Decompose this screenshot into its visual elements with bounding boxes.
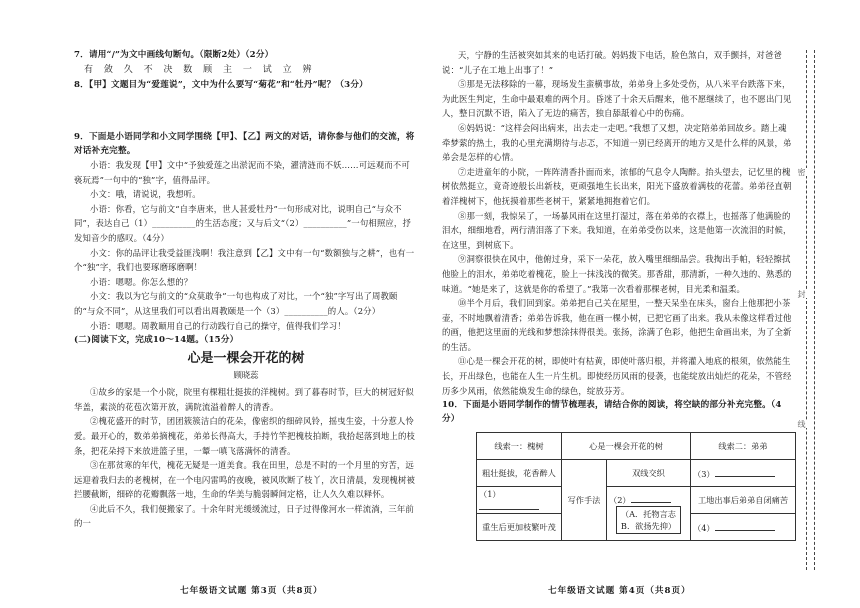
plot-table bbox=[476, 432, 796, 541]
table-cell: 工地出事后弟弟自闭痛苦 bbox=[691, 487, 796, 514]
table-cell-blank[interactable] bbox=[691, 514, 796, 541]
right-page bbox=[428, 0, 800, 608]
blank-label: （1） bbox=[479, 488, 501, 499]
blank-label: （3） bbox=[693, 468, 715, 479]
paragraph: ⑥妈妈说：“这样会闷出病来，出去走一走吧。”我想了又想，决定陪弟弟回故乡。踏上魂牵梦萦的热土，我的心里充满期待与忐忑，不知道一别已经离开的地方又是什么样的风景，弟弟会是怎样的心情。 bbox=[442, 122, 792, 163]
dialogue bbox=[74, 158, 418, 333]
paragraph: ⑦走进童年的小院，一阵阵清香扑面而来，浓郁的气息令人陶醉。抬头望去，记忆里的槐树依然挺立，竟奇迹般长出新枝，更顽强地生长出来，阳光下盛放着满枝的花蕾。弟弟径直朝着洋槐树下，他抚摸着那些老树干，紧紧地拥抱着它们。 bbox=[442, 166, 792, 206]
paragraph: ⑧那一刻，我惊呆了，一场暴风雨在这里打湿过，落在弟弟的衣襟上，也摇落了他满脸的泪水，细细地看，两行清泪落了下来。我知道，在弟弟受伤以来，这是他第一次流泪的时候，在这里，到树底下。 bbox=[442, 210, 792, 250]
dialogue-line: 小语：我发现【甲】文中“予独爱莲之出淤泥而不染，濯清涟而不妖……可远观而不可亵玩焉”一句中的“独”字，值得品评。 bbox=[74, 160, 410, 185]
paragraph: ⑪心是一棵会开花的树，即使叶有枯黄，即使叶落归根，并将灌入地底的根须，依然能生长，开出绿色，也能在人生一片生机。即使经历风雨的侵袭，也能绽放出灿烂的花朵，不管经历多少风雨，依然能焕发生命的绿色，绽放芬芳。 bbox=[442, 356, 792, 396]
dialogue-line: 小语：嗯嗯。周教颐用自己的行动践行自己的操守，值得我们学习！ bbox=[90, 320, 346, 331]
page-footer: 七年级语文试题 第3页（共8页） bbox=[180, 586, 323, 596]
article-author: 顾晓蕊 bbox=[233, 370, 259, 381]
binding-dashed-line bbox=[814, 50, 815, 570]
dialogue-line: 小语：你看，它与前文“自李唐来，世人甚爱牡丹”一句形成对比，说明自己“与众不同”，表达自己（1）__________的生活态度；又与后文“（2）__________”一句相照应，抒发知音少的感叹。（4分） bbox=[74, 203, 411, 243]
table-header: 线索一：槐树 bbox=[477, 433, 562, 460]
paragraph: ②槐花盛开的时节，团团簇簇洁白的花朵，像密织的细碎风铃，摇曳生姿，十分惹人怜爱。最开心的，数弟弟摘槐花，弟弟长得高大，手持竹竿把槐枝拍断，我拾起落到地上的枝条，把花朵捋下来放进篮子里，一颦一嗔飞落满怀的清香。 bbox=[74, 416, 415, 456]
question-10: 10．下面是小语同学制作的情节梳理表，请结合你的阅读，将空缺的部分补充完整。（4分） bbox=[442, 400, 782, 425]
table-header: 线索二：弟弟 bbox=[691, 433, 796, 460]
section-2-heading: (二)阅读下文，完成10～14题。（15分） bbox=[74, 335, 239, 346]
answer-blank[interactable] bbox=[631, 493, 671, 503]
option-b: B．欲扬先抑） bbox=[620, 521, 677, 532]
paragraph: ③在那贫寒的年代，槐花无疑是一道美食。我在田里，总是不时的一个月里的穷苦，远远迎着我归去的老槐树，在一个电闪雷鸣的夜晚，被风吹断了枝丫，次日清晨，发现槐树被拦腰截断，细碎的花瓣飘落一地，生命的华美与脆弱瞬间定格，让人久久难以释怀。 bbox=[74, 460, 415, 500]
table-cell-blank[interactable] bbox=[691, 460, 796, 487]
paragraph: ④此后不久，我们便搬家了。十余年时光缓缓流过，日子过得像河水一样流淌，三年前的一 bbox=[74, 503, 414, 529]
article-title: 心是一棵会开花的树 bbox=[187, 351, 305, 367]
dialogue-line: 小文：哦，请说说，我想听。 bbox=[90, 189, 201, 200]
dialogue-line: 小文：我以为它与前文的“众莫敢争”一句也构成了对比，一个“独”字写出了周教颐的“与众不同”，从这里我们可以看出周教颐是一个（3）__________的人。（2分） bbox=[74, 291, 398, 316]
answer-blank[interactable] bbox=[479, 500, 539, 510]
left-page bbox=[0, 0, 428, 608]
table-cell: 双线交织 bbox=[607, 460, 691, 487]
table-cell-method: 写作手法 bbox=[562, 460, 607, 541]
answer-blank[interactable] bbox=[715, 521, 775, 531]
question-8: 8．【甲】文题目为“爱莲说”，文中为什么要写“菊花”和“牡丹”呢？（3分） bbox=[74, 80, 368, 90]
binding-strip bbox=[797, 0, 860, 608]
blank-label: （2） bbox=[609, 495, 631, 506]
q7-sentence: 有 敛 久 不 决 数 顾 主 一 试 立 辨 bbox=[84, 65, 316, 75]
paragraph: ①故乡的家是一个小院，院里有棵粗壮挺拔的洋槐树。到了暮春时节，巨大的树冠好似华盖，素淡的花苞次第开放，满院流溢着醉人的清香。 bbox=[74, 387, 414, 412]
binding-char: 密 bbox=[797, 168, 806, 176]
table-header: 心是一棵会开花的树 bbox=[562, 433, 691, 460]
paragraph: ⑤那是无法移除的一幕，现场发生蛮横事故，弟弟身上多处受伤，从八米平台跌落下来，为此医生判定，生命中最艰难的两个月。昏迷了十余天后醒来，他不愿继续了，也不愿出门见人，整日沉默不语，陷入了无边的痛苦，独自舔舐着心中的伤痛。 bbox=[442, 79, 792, 119]
answer-blank[interactable] bbox=[715, 467, 775, 477]
table-cell: 重生后更加枝繁叶茂 bbox=[477, 514, 562, 541]
question-9: 9．下面是小语同学和小文同学围绕【甲】、【乙】两文的对话，请你参与他们的交流，将对话补充完整。 bbox=[74, 132, 415, 156]
paragraph: ⑩半个月后，我们回到家。弟弟把自己关在屋里，一整天呆坐在床头，窗台上他那把小茶壶，不时地飘着清香；弟弟告诉我，他在画一棵小树，已把它画了出来。我从未像这样看过他的画，他把这里面的光线和梦想涂抹得很美。张扬，涂满了色彩，他把生命画出来，为了全新的生活。 bbox=[442, 298, 792, 352]
dialogue-line: 小文：你的品评让我受益匪浅啊！我注意到【乙】文中有一句“数额独与之耕”，也有一个“独”字，我们也要琢磨琢磨啊！ bbox=[74, 247, 415, 273]
answer-space-8 bbox=[74, 92, 418, 130]
option-a: （A．托物言志 bbox=[620, 509, 676, 520]
paragraph: ⑨洞察很快在风中，他俯过身，采下一朵花，放入嘴里细细品尝。我掏出手帕，轻轻擦拭他脸上的泪水，弟弟吃着槐花，脸上一抹浅浅的微笑。那香甜，那清新，一种久违的、熟悉的味道。“她是来了，这就是你的希望了。”我第一次看着那棵老树，目光柔和温柔。 bbox=[442, 254, 792, 294]
page-footer: 七年级语文试题 第4页（共8页） bbox=[548, 586, 691, 596]
binding-char: 封 bbox=[797, 290, 806, 298]
options-box bbox=[616, 506, 681, 534]
binding-char: 线 bbox=[797, 420, 806, 428]
table-cell-options[interactable] bbox=[607, 487, 691, 541]
binding-dashed-line bbox=[806, 50, 807, 570]
table-cell: 粗壮挺拔，花香醉人 bbox=[477, 460, 562, 487]
table-cell-blank[interactable] bbox=[477, 487, 562, 514]
paragraph: 天，宁静的生活被突如其来的电话打破。妈妈拨下电话，脸色煞白，双手颤抖，对爸爸说：“儿子在工地上出事了！” bbox=[442, 50, 782, 75]
question-7: 7．请用“/”为文中画线句断句。（限断2处）（2分） bbox=[74, 50, 274, 60]
blank-label: （4） bbox=[693, 522, 715, 533]
dialogue-line: 小语：嗯嗯。你怎么想的？ bbox=[90, 276, 193, 287]
